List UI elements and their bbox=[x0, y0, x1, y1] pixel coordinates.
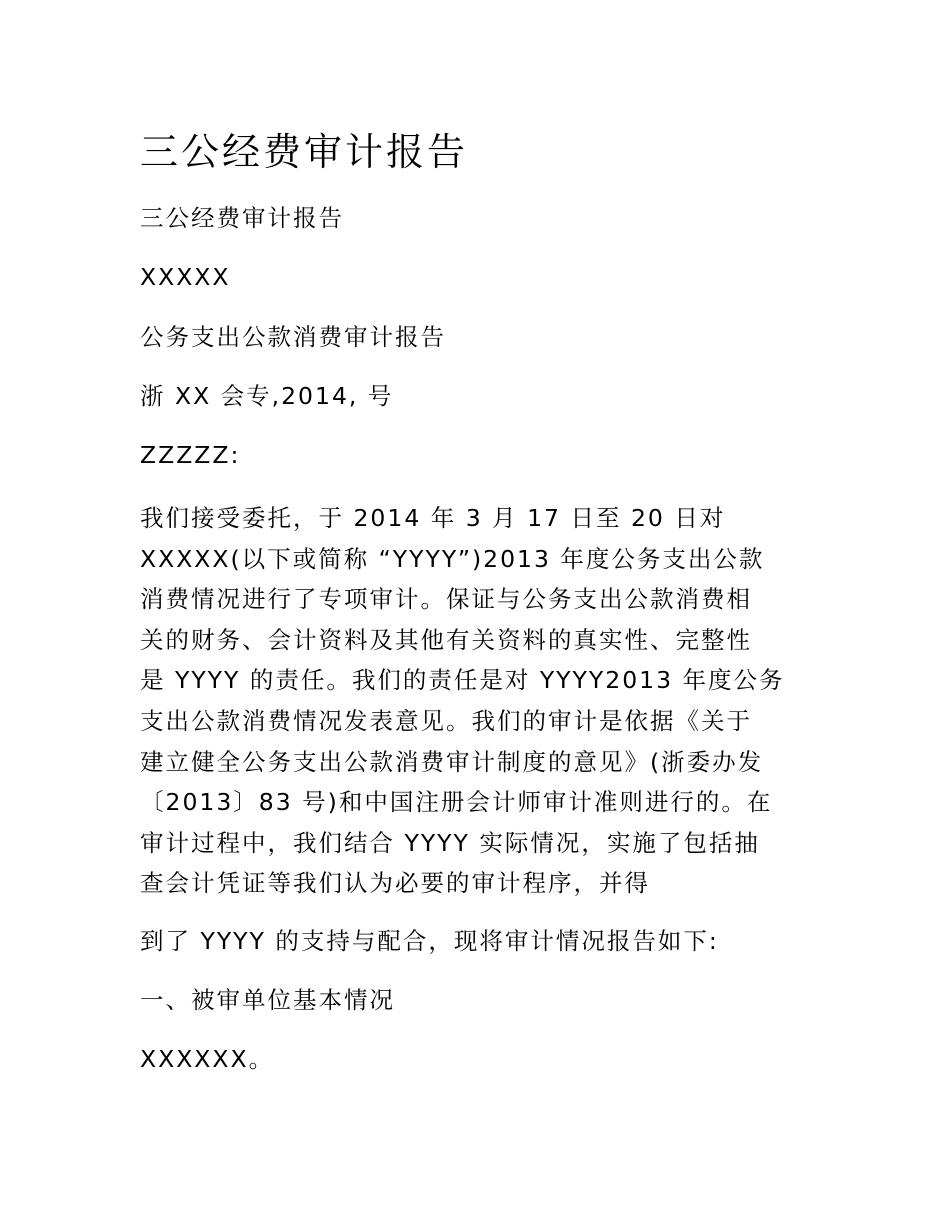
paragraph-line: 支出公款消费情况发表意见。我们的审计是依据《关于 bbox=[140, 706, 752, 735]
paragraph-line: 是 YYYY 的责任。我们的责任是对 YYYY2013 年度公务 bbox=[140, 666, 785, 695]
entity-name: XXXXX bbox=[140, 263, 231, 291]
body-paragraph bbox=[140, 498, 785, 904]
paragraph-line: 建立健全公务支出公款消费审计制度的意见》(浙委办发 bbox=[140, 747, 764, 776]
addressee: ZZZZZ: bbox=[140, 441, 241, 469]
section-body: XXXXXX。 bbox=[140, 1045, 275, 1073]
paragraph-line: 我们接受委托，于 2014 年 3 月 17 日至 20 日对 bbox=[140, 504, 726, 532]
paragraph-line: 查会计凭证等我们认为必要的审计程序，并得 bbox=[140, 869, 650, 898]
continuation-line: 到了 YYYY 的支持与配合，现将审计情况报告如下: bbox=[140, 927, 719, 955]
paragraph-line: 〔2013〕83 号)和中国注册会计师审计准则进行的。在 bbox=[140, 788, 773, 817]
paragraph-line: 消费情况进行了专项审计。保证与公务支出公款消费相 bbox=[140, 585, 752, 614]
paragraph-line: 关的财务、会计资料及其他有关资料的真实性、完整性 bbox=[140, 625, 752, 654]
report-name: 公务支出公款消费审计报告 bbox=[140, 323, 446, 351]
paragraph-line: 审计过程中，我们结合 YYYY 实际情况，实施了包括抽 bbox=[140, 828, 760, 857]
document-title: 三公经费审计报告 bbox=[140, 130, 469, 174]
paragraph-line: XXXXX(以下或简称 “YYYY”)2013 年度公务支出公款 bbox=[140, 544, 765, 573]
document-number: 浙 XX 会专,2014, 号 bbox=[140, 382, 394, 410]
section-heading: 一、被审单位基本情况 bbox=[140, 986, 395, 1014]
document-subtitle: 三公经费审计报告 bbox=[140, 204, 344, 232]
